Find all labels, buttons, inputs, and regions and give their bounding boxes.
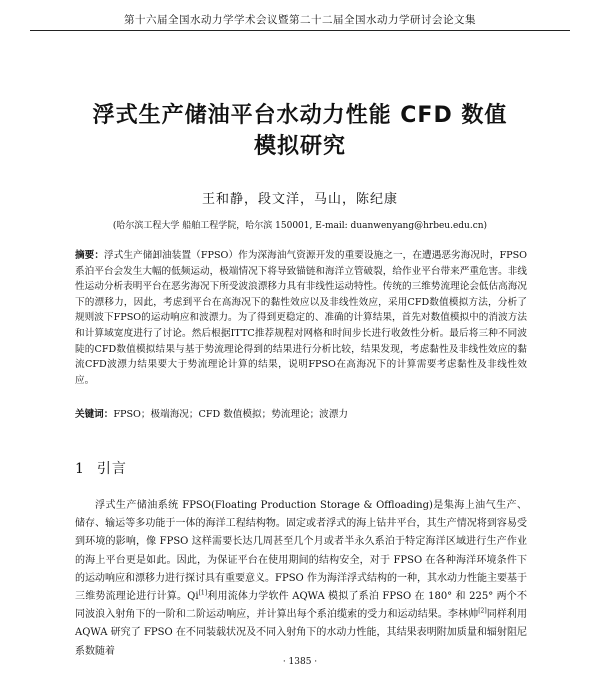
paper-title-line-2: 模拟研究: [253, 134, 346, 159]
paper-title-line-1: 浮式生产储油平台水动力性能 CFD 数值: [92, 103, 508, 128]
running-header: 第十六届全国水动力学学术会议暨第二十二届全国水动力学研讨会论文集: [30, 12, 570, 31]
author-list: 王和静，段文洋，马山，陈纪康: [201, 192, 398, 207]
abstract: [75, 248, 527, 388]
abstract-text: 浮式生产储卸油装置（FPSO）作为深海油气资源开发的重要设施之一，在遭遇恶劣海况时，FPSO系泊平台会发生大幅的低频运动，极端情况下将导致锚链和海洋立管破裂，给作业平台带来严重危害。非线性运动分析表明平台在恶劣海况下所受波浪漂移力具有非线性运动特性。传统的三维势流理论会低估高海况下的漂移力，因此，考虑到平台在高海况下的黏性效应以及非线性效应，采用CFD数值模拟方法，分析了规则波下FPSO的运动响应和波漂力。为了得到更稳定的、准确的计算结果，首先对数值模拟中的消波方法和计算域宽度进行了讨论。然后根据ITTC推荐规程对网格和时间步长进行收敛性分析。最后将三种不同波陡的CFD数值模拟结果与基于势流理论得到的结果进行分析比较，结果发现，考虑黏性及非线性效应的黏流CFD波漂力结果要大于势流理论计算的结果，说明FPSO在高海况下的计算需要考虑黏性及非线性效应。: [75, 250, 528, 386]
body-paragraph: [75, 497, 527, 661]
citation-ref-2: [2]: [478, 607, 487, 615]
keywords-text: FPSO；极端海况；CFD 数值模拟；势流理论；波漂力: [113, 409, 348, 420]
affiliation: (哈尔滨工程大学 船舶工程学院，哈尔滨 150001, E-mail: duanwenyang@hrbeu.edu.cn): [112, 221, 488, 231]
keywords: [75, 406, 527, 420]
section-number: 1: [75, 461, 85, 477]
body-text-2: 利用流体力学软件 AQWA 模拟了系泊 FPSO 在 180° 和 225° 两个不同波浪入射角下的一阶和二阶运动响应，并计算出每个系泊缆索的受力和运动结果。李林帅: [75, 591, 527, 621]
section-title: 引言: [96, 461, 127, 477]
citation-ref-1: [1]: [198, 589, 208, 597]
abstract-label: 摘要：: [75, 250, 105, 261]
page-number: · 1385 ·: [282, 657, 318, 667]
section-heading: [75, 458, 127, 478]
keywords-label: 关键词：: [75, 409, 114, 420]
body-text-3: 同样利用 AQWA 研究了 FPSO 在不同装载状况及不同入射角下的水动力性能，其结果表明附加质量和辐射阻尼系数随着: [75, 609, 528, 657]
body-text-1: 浮式生产储油系统 FPSO(Floating Production Storage & Offloading)是集海上油气生产、储存、输运等多功能于一体的海洋工程结构物。固定或者浮式的海上钻井平台，其生产情况将到容易受到环境的影响，像 FPSO 这样需要长达几周甚至几个月或者半永久系泊于特定海洋区域进行生产作业的海上平台更是如此。因此，为保证平台在使用期间的结构安全，对于 FPSO 在各种海洋环境条件下的运动响应和漂移力进行探讨具有重要意义。FPSO 作为海洋浮式结构的一种，其水动力性能主要基于三维势流理论进行计算。Qi: [75, 500, 527, 603]
